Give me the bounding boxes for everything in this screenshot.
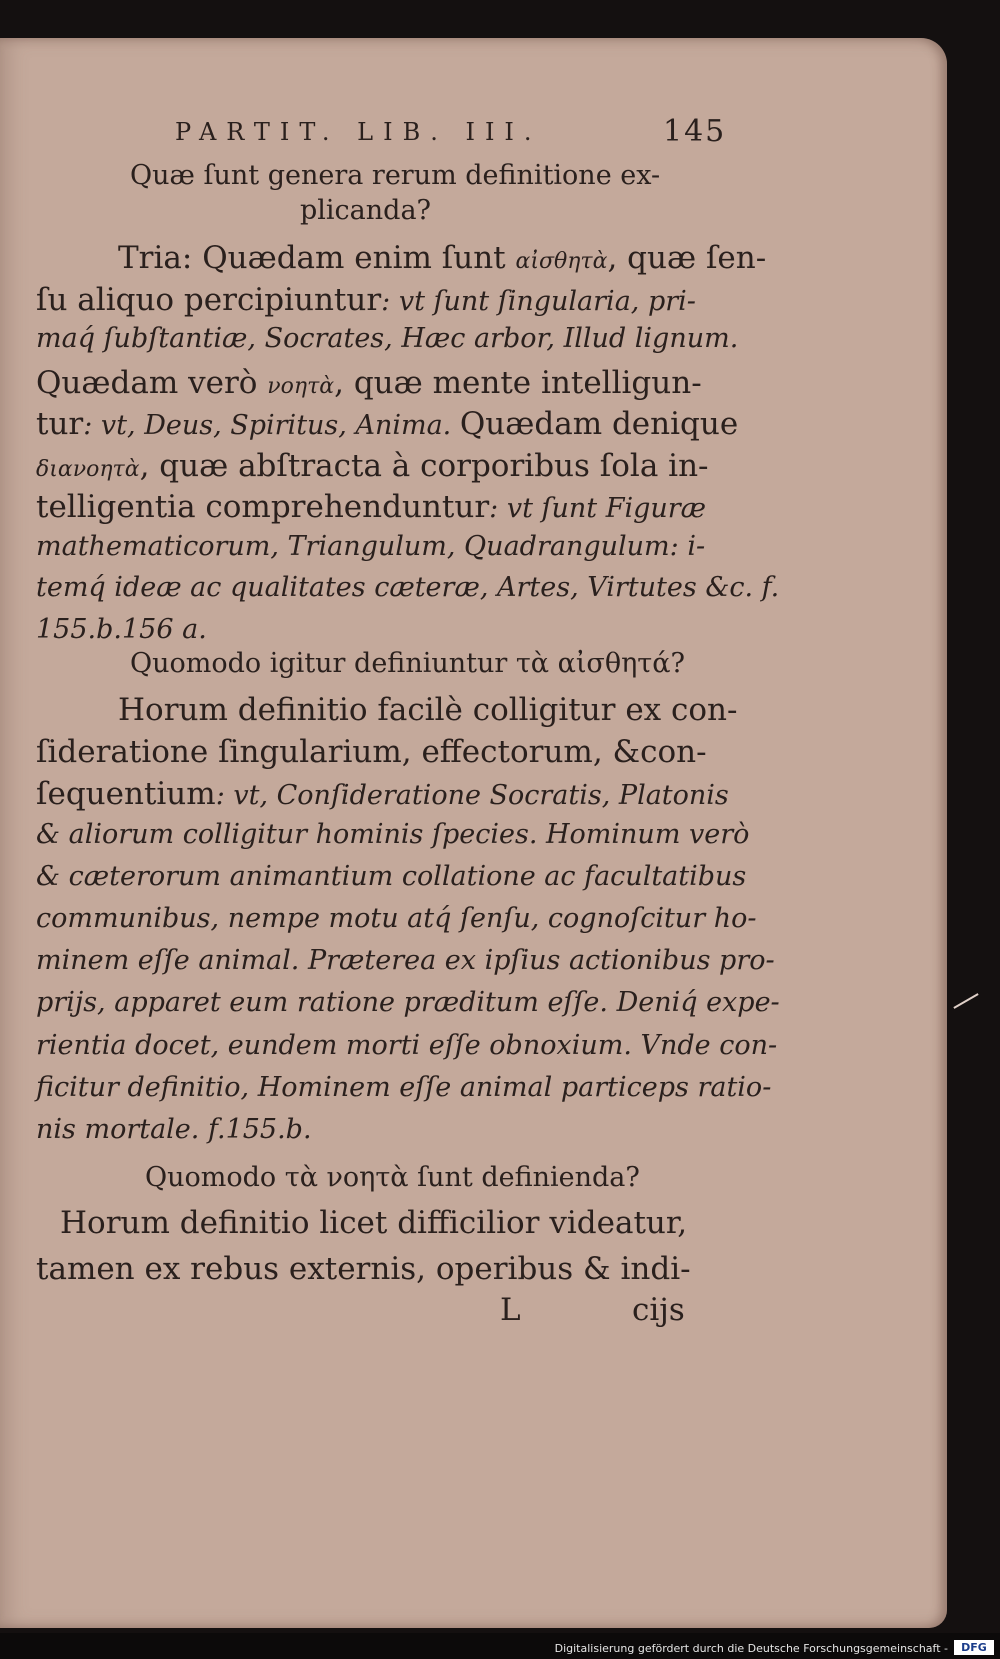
signature-mark: L — [500, 1292, 521, 1328]
footer-bar — [0, 1633, 1000, 1659]
text-line — [36, 614, 736, 645]
text-span: Quædam verò — [36, 364, 268, 401]
greek-word: νοητὰ — [267, 373, 335, 399]
text-line — [36, 323, 739, 354]
text-line — [36, 1114, 736, 1145]
question-line: Quomodo igitur definiuntur τὰ αἰσθητά? — [130, 648, 685, 679]
text-line — [36, 1251, 736, 1287]
text-span: prijs, apparet eum ratione præditum eſſe. Deniq́ expe- — [36, 987, 780, 1019]
text-line — [36, 1071, 772, 1103]
text-line — [60, 1205, 760, 1241]
question-line: Quomodo τὰ νοητὰ ſunt definienda? — [145, 1162, 640, 1193]
text-span: ficitur definitio, Hominem eſſe animal particeps ratio- — [36, 1071, 772, 1103]
text-span: : vt ſunt ſingularia, pri- — [381, 285, 696, 317]
text-line — [36, 734, 736, 770]
text-line — [36, 531, 736, 562]
text-span: rientia docet, eundem morti eſſe obnoxium. Vnde con- — [36, 1029, 778, 1061]
text-span: Tria: Quædam enim ſunt — [118, 240, 516, 276]
text-span: , quæ ſen- — [607, 240, 767, 276]
text-span: mathematicorum, Triangulum, Quadrangulum: i- — [36, 530, 706, 562]
text-span: tur — [36, 406, 84, 442]
text-span: : vt ſunt Figuræ — [489, 493, 707, 524]
text-span: Quædam denique — [459, 406, 739, 442]
text-line — [36, 406, 739, 442]
text-span: 155.b.156 a. — [36, 613, 207, 645]
page-header — [175, 114, 775, 158]
text-span: & aliorum colligitur hominis ſpecies. Hominum verò — [36, 818, 750, 850]
text-line — [36, 489, 736, 525]
text-span: : vt, Conſideratione Socratis, Platonis — [215, 780, 729, 812]
text-span: Horum definitio licet difficilior videatur, — [60, 1205, 688, 1241]
text-span: tamen ex rebus externis, operibus & indi- — [36, 1251, 691, 1287]
text-span: temq́ ideæ ac qualitates cæteræ, Artes, Virtutes &c. f. — [36, 572, 780, 603]
text-line — [36, 448, 736, 484]
question-line: Quæ ſunt genera rerum definitione ex- — [130, 160, 661, 191]
text-line — [36, 903, 757, 934]
text-line — [118, 240, 818, 276]
text-line — [36, 282, 736, 318]
text-span: ſu aliquo percipiuntur — [36, 281, 382, 318]
text-span: ſequentium — [36, 776, 216, 813]
text-line — [36, 818, 750, 850]
greek-word: διανοητὰ — [36, 456, 140, 482]
text-line — [36, 572, 780, 603]
text-span: , quæ abſtracta à corporibus ſola in- — [139, 447, 709, 484]
text-span: communibus, nempe motu atq́ ſenſu, cognoſcitur ho- — [36, 903, 757, 934]
greek-word: αἰσθητὰ — [515, 249, 608, 274]
text-line — [36, 1029, 778, 1061]
text-span: , quæ mente intelligun- — [334, 364, 702, 401]
margin-mark — [953, 993, 978, 1009]
text-span: telligentia comprehenduntur — [36, 489, 490, 525]
footer-credit: Digitalisierung gefördert durch die Deutsche Forschungsgemeinschaft - — [554, 1642, 948, 1655]
catchword: cijs — [632, 1292, 685, 1328]
running-head: PARTIT. LIB. III. — [175, 118, 542, 146]
page-number: 145 — [663, 114, 727, 149]
text-span: Horum definitio facilè colligitur ex con- — [118, 692, 738, 728]
question-line: plicanda? — [300, 195, 432, 226]
text-span: : vt, Deus, Spiritus, Anima. — [83, 410, 460, 441]
text-line — [118, 692, 818, 728]
text-line — [36, 776, 736, 812]
text-span: & cæterorum animantium collatione ac facultatibus — [36, 860, 747, 892]
text-span: minem eſſe animal. Præterea ex ipſius actionibus pro- — [36, 945, 775, 977]
dfg-logo: DFG — [954, 1640, 994, 1655]
text-span: nis mortale. f.155.b. — [36, 1114, 312, 1145]
text-line — [36, 945, 775, 977]
text-line — [36, 987, 780, 1019]
text-span: ſideratione ſingularium, effectorum, &con- — [36, 734, 707, 771]
text-span: maq́ ſubſtantiæ, Socrates, Hæc arbor, Illud lignum. — [36, 323, 739, 354]
text-line — [36, 365, 736, 401]
text-line — [36, 860, 747, 892]
